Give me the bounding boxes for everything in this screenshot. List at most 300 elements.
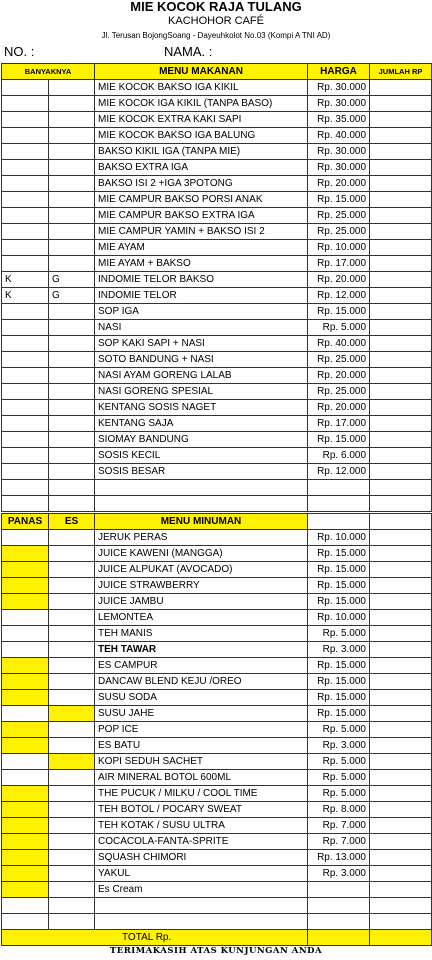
drink-amount-cell[interactable] <box>370 530 432 546</box>
food-header-row <box>2 64 432 80</box>
total-header-blank <box>370 514 432 530</box>
food-item-name <box>95 480 308 496</box>
drink-amount-cell[interactable] <box>370 578 432 594</box>
qty-small-cell[interactable] <box>2 192 49 208</box>
food-item-price: Rp. 15.000 <box>308 432 370 448</box>
total-price-cell <box>308 930 370 946</box>
qty-large-cell[interactable]: G <box>49 272 95 288</box>
food-row <box>2 128 432 144</box>
food-item-price: Rp. 35.000 <box>308 112 370 128</box>
hot-qty-cell[interactable] <box>2 754 49 770</box>
food-item-name: MIE KOCOK EXTRA KAKI SAPI <box>95 112 308 128</box>
drink-item-name: COCACOLA-FANTA-SPRITE <box>95 834 308 850</box>
food-amount-cell[interactable] <box>370 192 432 208</box>
drink-amount-cell[interactable] <box>370 850 432 866</box>
drink-row <box>2 626 432 642</box>
drink-item-price: Rp. 15.000 <box>308 546 370 562</box>
food-item-name: INDOMIE TELOR <box>95 288 308 304</box>
qty-small-cell[interactable] <box>2 112 49 128</box>
food-item-name: SOSIS BESAR <box>95 464 308 480</box>
food-row <box>2 192 432 208</box>
qty-large-cell[interactable] <box>49 96 95 112</box>
qty-large-cell[interactable] <box>49 320 95 336</box>
food-item-price: Rp. 30.000 <box>308 80 370 96</box>
qty-small-cell[interactable] <box>2 464 49 480</box>
drink-item-price: Rp. 8.000 <box>308 802 370 818</box>
drink-row <box>2 786 432 802</box>
qty-small-cell[interactable] <box>2 352 49 368</box>
food-item-name: MIE CAMPUR YAMIN + BAKSO ISI 2 <box>95 224 308 240</box>
drink-row <box>2 562 432 578</box>
food-item-name: SOSIS KECIL <box>95 448 308 464</box>
food-menu-table <box>1 63 432 512</box>
ice-qty-cell[interactable] <box>49 882 95 898</box>
drink-item-price: Rp. 5.000 <box>308 754 370 770</box>
drink-amount-cell[interactable] <box>370 658 432 674</box>
food-row <box>2 416 432 432</box>
drink-row <box>2 658 432 674</box>
food-item-name: MIE AYAM <box>95 240 308 256</box>
hot-qty-cell[interactable] <box>2 866 49 882</box>
ice-qty-cell[interactable] <box>49 834 95 850</box>
drink-amount-cell[interactable] <box>370 754 432 770</box>
food-menu-header: MENU MAKANAN <box>95 64 308 80</box>
food-amount-cell[interactable] <box>370 464 432 480</box>
drink-amount-cell[interactable] <box>370 898 432 914</box>
hot-qty-cell[interactable] <box>2 850 49 866</box>
qty-small-cell[interactable] <box>2 128 49 144</box>
qty-large-cell[interactable] <box>49 464 95 480</box>
food-row <box>2 272 432 288</box>
qty-large-cell[interactable] <box>49 80 95 96</box>
food-item-price: Rp. 12.000 <box>308 288 370 304</box>
drink-amount-cell[interactable] <box>370 786 432 802</box>
drink-item-price: Rp. 5.000 <box>308 786 370 802</box>
food-item-price: Rp. 20.000 <box>308 176 370 192</box>
drink-item-name: LEMONTEA <box>95 610 308 626</box>
food-row <box>2 336 432 352</box>
qty-large-cell[interactable] <box>49 384 95 400</box>
food-row <box>2 96 432 112</box>
drink-item-name: TEH BOTOL / POCARY SWEAT <box>95 802 308 818</box>
drink-item-price: Rp. 3.000 <box>308 738 370 754</box>
food-amount-cell[interactable] <box>370 160 432 176</box>
drink-item-name <box>95 898 308 914</box>
drink-item-price: Rp. 3.000 <box>308 866 370 882</box>
qty-large-cell[interactable] <box>49 256 95 272</box>
qty-large-cell[interactable] <box>49 480 95 496</box>
food-item-price: Rp. 12.000 <box>308 464 370 480</box>
food-item-price: Rp. 20.000 <box>308 272 370 288</box>
hot-qty-cell[interactable] <box>2 530 49 546</box>
food-item-price: Rp. 40.000 <box>308 128 370 144</box>
food-item-price: Rp. 10.000 <box>308 240 370 256</box>
drink-item-name: THE PUCUK / MILKU / COOL TIME <box>95 786 308 802</box>
food-item-price: Rp. 17.000 <box>308 256 370 272</box>
hot-qty-cell[interactable] <box>2 562 49 578</box>
hot-qty-cell[interactable] <box>2 578 49 594</box>
qty-large-cell[interactable] <box>49 416 95 432</box>
drink-row <box>2 722 432 738</box>
qty-large-cell[interactable] <box>49 432 95 448</box>
hot-qty-cell[interactable] <box>2 610 49 626</box>
food-amount-cell[interactable] <box>370 352 432 368</box>
drink-item-price: Rp. 5.000 <box>308 626 370 642</box>
food-row <box>2 288 432 304</box>
drink-row <box>2 898 432 914</box>
hot-qty-cell[interactable] <box>2 706 49 722</box>
food-item-name: KENTANG SOSIS NAGET <box>95 400 308 416</box>
qty-small-cell[interactable] <box>2 496 49 512</box>
food-row <box>2 304 432 320</box>
qty-large-cell[interactable] <box>49 448 95 464</box>
drink-amount-cell[interactable] <box>370 866 432 882</box>
qty-large-cell[interactable] <box>49 144 95 160</box>
total-amount-header: JUMLAH RP <box>370 64 432 80</box>
qty-small-cell[interactable] <box>2 320 49 336</box>
food-item-name: MIE CAMPUR BAKSO EXTRA IGA <box>95 208 308 224</box>
food-amount-cell[interactable] <box>370 208 432 224</box>
drink-item-price: Rp. 10.000 <box>308 530 370 546</box>
food-amount-cell[interactable] <box>370 240 432 256</box>
hot-qty-cell[interactable] <box>2 738 49 754</box>
food-row <box>2 240 432 256</box>
food-item-name: NASI <box>95 320 308 336</box>
food-item-name: NASI GORENG SPESIAL <box>95 384 308 400</box>
hot-qty-cell[interactable] <box>2 642 49 658</box>
hot-qty-cell[interactable] <box>2 818 49 834</box>
food-amount-cell[interactable] <box>370 128 432 144</box>
ice-qty-cell[interactable] <box>49 802 95 818</box>
hot-qty-cell[interactable] <box>2 786 49 802</box>
food-item-price: Rp. 40.000 <box>308 336 370 352</box>
food-amount-cell[interactable] <box>370 496 432 512</box>
hot-qty-cell[interactable] <box>2 626 49 642</box>
qty-large-cell[interactable] <box>49 304 95 320</box>
drink-row <box>2 578 432 594</box>
qty-small-cell[interactable] <box>2 384 49 400</box>
qty-small-cell[interactable] <box>2 368 49 384</box>
qty-large-cell[interactable] <box>49 400 95 416</box>
drink-item-name: Es Cream <box>95 882 308 898</box>
qty-large-cell[interactable] <box>49 224 95 240</box>
qty-small-cell[interactable] <box>2 400 49 416</box>
food-item-price: Rp. 30.000 <box>308 144 370 160</box>
food-row <box>2 208 432 224</box>
qty-large-cell[interactable] <box>49 368 95 384</box>
food-row <box>2 384 432 400</box>
food-item-price: Rp. 25.000 <box>308 384 370 400</box>
hot-qty-cell[interactable] <box>2 834 49 850</box>
food-item-name: SOP KAKI SAPI + NASI <box>95 336 308 352</box>
food-row <box>2 464 432 480</box>
food-item-price <box>308 480 370 496</box>
drink-amount-cell[interactable] <box>370 818 432 834</box>
drink-menu-table <box>1 513 432 946</box>
hot-qty-cell[interactable] <box>2 546 49 562</box>
drink-item-price: Rp. 15.000 <box>308 706 370 722</box>
drink-item-name: DANCAW BLEND KEJU /OREO <box>95 674 308 690</box>
ice-qty-cell[interactable] <box>49 690 95 706</box>
drink-amount-cell[interactable] <box>370 642 432 658</box>
drink-row <box>2 754 432 770</box>
drink-menu-header: MENU MINUMAN <box>95 514 308 530</box>
hot-qty-cell[interactable] <box>2 914 49 930</box>
qty-small-cell[interactable]: K <box>2 272 49 288</box>
qty-large-cell[interactable] <box>49 352 95 368</box>
food-amount-cell[interactable] <box>370 480 432 496</box>
ice-qty-cell[interactable] <box>49 530 95 546</box>
shop-address: Jl. Terusan BojongSoang - Dayeuhkolot No.03 (Kompi A TNI AD) <box>101 31 331 40</box>
qty-small-cell[interactable] <box>2 224 49 240</box>
food-item-name: MIE KOCOK BAKSO IGA KIKIL <box>95 80 308 96</box>
food-item-name: SOTO BANDUNG + NASI <box>95 352 308 368</box>
food-item-price: Rp. 15.000 <box>308 304 370 320</box>
drink-amount-cell[interactable] <box>370 546 432 562</box>
ice-qty-cell[interactable] <box>49 722 95 738</box>
total-label: TOTAL Rp. <box>2 930 308 946</box>
drink-item-name: SQUASH CHIMORI <box>95 850 308 866</box>
ice-qty-cell[interactable] <box>49 786 95 802</box>
food-amount-cell[interactable] <box>370 288 432 304</box>
drink-amount-cell[interactable] <box>370 770 432 786</box>
drink-amount-cell[interactable] <box>370 706 432 722</box>
ice-qty-cell[interactable] <box>49 578 95 594</box>
drink-item-price: Rp. 15.000 <box>308 562 370 578</box>
drink-item-price: Rp. 15.000 <box>308 658 370 674</box>
food-amount-cell[interactable] <box>370 384 432 400</box>
drink-amount-cell[interactable] <box>370 562 432 578</box>
qty-large-cell[interactable] <box>49 192 95 208</box>
food-item-price: Rp. 6.000 <box>308 448 370 464</box>
food-row <box>2 496 432 512</box>
drink-item-price: Rp. 7.000 <box>308 834 370 850</box>
ice-qty-cell[interactable] <box>49 770 95 786</box>
ice-qty-cell[interactable] <box>49 738 95 754</box>
drink-amount-cell[interactable] <box>370 674 432 690</box>
qty-small-cell[interactable] <box>2 448 49 464</box>
food-item-price: Rp. 20.000 <box>308 368 370 384</box>
food-amount-cell[interactable] <box>370 432 432 448</box>
ice-qty-cell[interactable] <box>49 818 95 834</box>
drink-amount-cell[interactable] <box>370 626 432 642</box>
food-item-price: Rp. 25.000 <box>308 208 370 224</box>
drink-item-name: JUICE ALPUKAT (AVOCADO) <box>95 562 308 578</box>
drink-item-price: Rp. 15.000 <box>308 578 370 594</box>
qty-small-cell[interactable] <box>2 96 49 112</box>
drink-amount-cell[interactable] <box>370 722 432 738</box>
hot-qty-cell[interactable] <box>2 690 49 706</box>
hot-header: PANAS <box>2 514 49 530</box>
ice-qty-cell[interactable] <box>49 754 95 770</box>
qty-small-cell[interactable] <box>2 160 49 176</box>
price-header-blank <box>308 514 370 530</box>
food-amount-cell[interactable] <box>370 256 432 272</box>
food-amount-cell[interactable] <box>370 400 432 416</box>
hot-qty-cell[interactable] <box>2 898 49 914</box>
drink-item-name: KOPI SEDUH SACHET <box>95 754 308 770</box>
food-amount-cell[interactable] <box>370 112 432 128</box>
food-amount-cell[interactable] <box>370 224 432 240</box>
food-item-price: Rp. 25.000 <box>308 224 370 240</box>
food-item-price: Rp. 30.000 <box>308 96 370 112</box>
food-amount-cell[interactable] <box>370 336 432 352</box>
hot-qty-cell[interactable] <box>2 770 49 786</box>
drink-item-name: TEH TAWAR <box>95 642 308 658</box>
food-amount-cell[interactable] <box>370 448 432 464</box>
food-item-name: MIE CAMPUR BAKSO PORSI ANAK <box>95 192 308 208</box>
qty-small-cell[interactable] <box>2 240 49 256</box>
ice-qty-cell[interactable] <box>49 610 95 626</box>
food-row <box>2 432 432 448</box>
drink-item-name: SUSU JAHE <box>95 706 308 722</box>
food-amount-cell[interactable] <box>370 272 432 288</box>
ice-qty-cell[interactable] <box>49 546 95 562</box>
food-item-name: SOP IGA <box>95 304 308 320</box>
ice-qty-cell[interactable] <box>49 674 95 690</box>
food-item-price: Rp. 15.000 <box>308 192 370 208</box>
drink-item-price <box>308 898 370 914</box>
drink-header-row <box>2 514 432 530</box>
drink-row <box>2 738 432 754</box>
drink-item-price: Rp. 15.000 <box>308 594 370 610</box>
food-amount-cell[interactable] <box>370 96 432 112</box>
food-item-name: MIE AYAM + BAKSO <box>95 256 308 272</box>
food-row <box>2 320 432 336</box>
drink-row <box>2 690 432 706</box>
drink-row <box>2 882 432 898</box>
drink-item-name: TEH KOTAK / SUSU ULTRA <box>95 818 308 834</box>
hot-qty-cell[interactable] <box>2 674 49 690</box>
qty-small-cell[interactable] <box>2 144 49 160</box>
thank-you-note: TERIMAKASIH ATAS KUNJUNGAN ANDA <box>109 946 323 956</box>
drink-row <box>2 674 432 690</box>
qty-large-cell[interactable] <box>49 112 95 128</box>
drink-item-name: AIR MINERAL BOTOL 600ML <box>95 770 308 786</box>
hot-qty-cell[interactable] <box>2 882 49 898</box>
drink-amount-cell[interactable] <box>370 738 432 754</box>
qty-small-cell[interactable] <box>2 480 49 496</box>
qty-small-cell[interactable] <box>2 176 49 192</box>
qty-small-cell[interactable] <box>2 80 49 96</box>
customer-name-label: NAMA. : <box>164 44 213 59</box>
qty-large-cell[interactable] <box>49 240 95 256</box>
food-row <box>2 144 432 160</box>
food-amount-cell[interactable] <box>370 320 432 336</box>
food-item-price: Rp. 20.000 <box>308 400 370 416</box>
drink-item-price: Rp. 15.000 <box>308 690 370 706</box>
drink-item-price: Rp. 10.000 <box>308 610 370 626</box>
food-amount-cell[interactable] <box>370 416 432 432</box>
ice-qty-cell[interactable] <box>49 562 95 578</box>
food-item-name: MIE KOCOK IGA KIKIL (TANPA BASO) <box>95 96 308 112</box>
drink-row <box>2 834 432 850</box>
food-row <box>2 400 432 416</box>
ice-qty-cell[interactable] <box>49 850 95 866</box>
qty-small-cell[interactable] <box>2 416 49 432</box>
ice-qty-cell[interactable] <box>49 706 95 722</box>
drink-amount-cell[interactable] <box>370 802 432 818</box>
hot-qty-cell[interactable] <box>2 594 49 610</box>
qty-small-cell[interactable] <box>2 256 49 272</box>
drink-row <box>2 770 432 786</box>
ice-qty-cell[interactable] <box>49 642 95 658</box>
drink-item-name: SUSU SODA <box>95 690 308 706</box>
food-item-name: NASI AYAM GORENG LALAB <box>95 368 308 384</box>
drink-item-price: Rp. 15.000 <box>308 674 370 690</box>
drink-item-name: JERUK PERAS <box>95 530 308 546</box>
ice-qty-cell[interactable] <box>49 866 95 882</box>
food-item-name: INDOMIE TELOR BAKSO <box>95 272 308 288</box>
drink-amount-cell[interactable] <box>370 834 432 850</box>
drink-row <box>2 594 432 610</box>
drink-row <box>2 850 432 866</box>
qty-large-cell[interactable] <box>49 496 95 512</box>
hot-qty-cell[interactable] <box>2 802 49 818</box>
qty-large-cell[interactable] <box>49 336 95 352</box>
food-amount-cell[interactable] <box>370 368 432 384</box>
drink-amount-cell[interactable] <box>370 690 432 706</box>
drink-item-name: JUICE JAMBU <box>95 594 308 610</box>
qty-large-cell[interactable] <box>49 128 95 144</box>
ice-qty-cell[interactable] <box>49 898 95 914</box>
qty-small-cell[interactable] <box>2 208 49 224</box>
food-row <box>2 112 432 128</box>
ice-qty-cell[interactable] <box>49 658 95 674</box>
qty-small-cell[interactable] <box>2 304 49 320</box>
drink-row <box>2 610 432 626</box>
food-item-name: SIOMAY BANDUNG <box>95 432 308 448</box>
drink-item-name <box>95 914 308 930</box>
ice-qty-cell[interactable] <box>49 594 95 610</box>
food-item-name: MIE KOCOK BAKSO IGA BALUNG <box>95 128 308 144</box>
drink-item-price: Rp. 7.000 <box>308 818 370 834</box>
qty-large-cell[interactable]: G <box>49 288 95 304</box>
drink-amount-cell[interactable] <box>370 914 432 930</box>
qty-large-cell[interactable] <box>49 160 95 176</box>
drink-amount-cell[interactable] <box>370 610 432 626</box>
food-amount-cell[interactable] <box>370 144 432 160</box>
ice-qty-cell[interactable] <box>49 626 95 642</box>
hot-qty-cell[interactable] <box>2 658 49 674</box>
food-row <box>2 480 432 496</box>
drink-row <box>2 818 432 834</box>
drink-item-name: POP ICE <box>95 722 308 738</box>
qty-small-cell[interactable]: K <box>2 288 49 304</box>
drink-row <box>2 866 432 882</box>
qty-large-cell[interactable] <box>49 176 95 192</box>
food-item-name <box>95 496 308 512</box>
drink-item-name: ES CAMPUR <box>95 658 308 674</box>
drink-item-price: Rp. 13.000 <box>308 850 370 866</box>
qty-small-cell[interactable] <box>2 432 49 448</box>
food-amount-cell[interactable] <box>370 80 432 96</box>
drink-item-price: Rp. 3.000 <box>308 642 370 658</box>
food-amount-cell[interactable] <box>370 304 432 320</box>
food-amount-cell[interactable] <box>370 176 432 192</box>
qty-large-cell[interactable] <box>49 208 95 224</box>
drink-amount-cell[interactable] <box>370 594 432 610</box>
drink-item-name: ES BATU <box>95 738 308 754</box>
qty-small-cell[interactable] <box>2 336 49 352</box>
total-amount-cell <box>370 930 432 946</box>
ice-qty-cell[interactable] <box>49 914 95 930</box>
hot-qty-cell[interactable] <box>2 722 49 738</box>
drink-amount-cell[interactable] <box>370 882 432 898</box>
food-item-price: Rp. 5.000 <box>308 320 370 336</box>
food-item-price: Rp. 25.000 <box>308 352 370 368</box>
drink-item-price: Rp. 5.000 <box>308 770 370 786</box>
